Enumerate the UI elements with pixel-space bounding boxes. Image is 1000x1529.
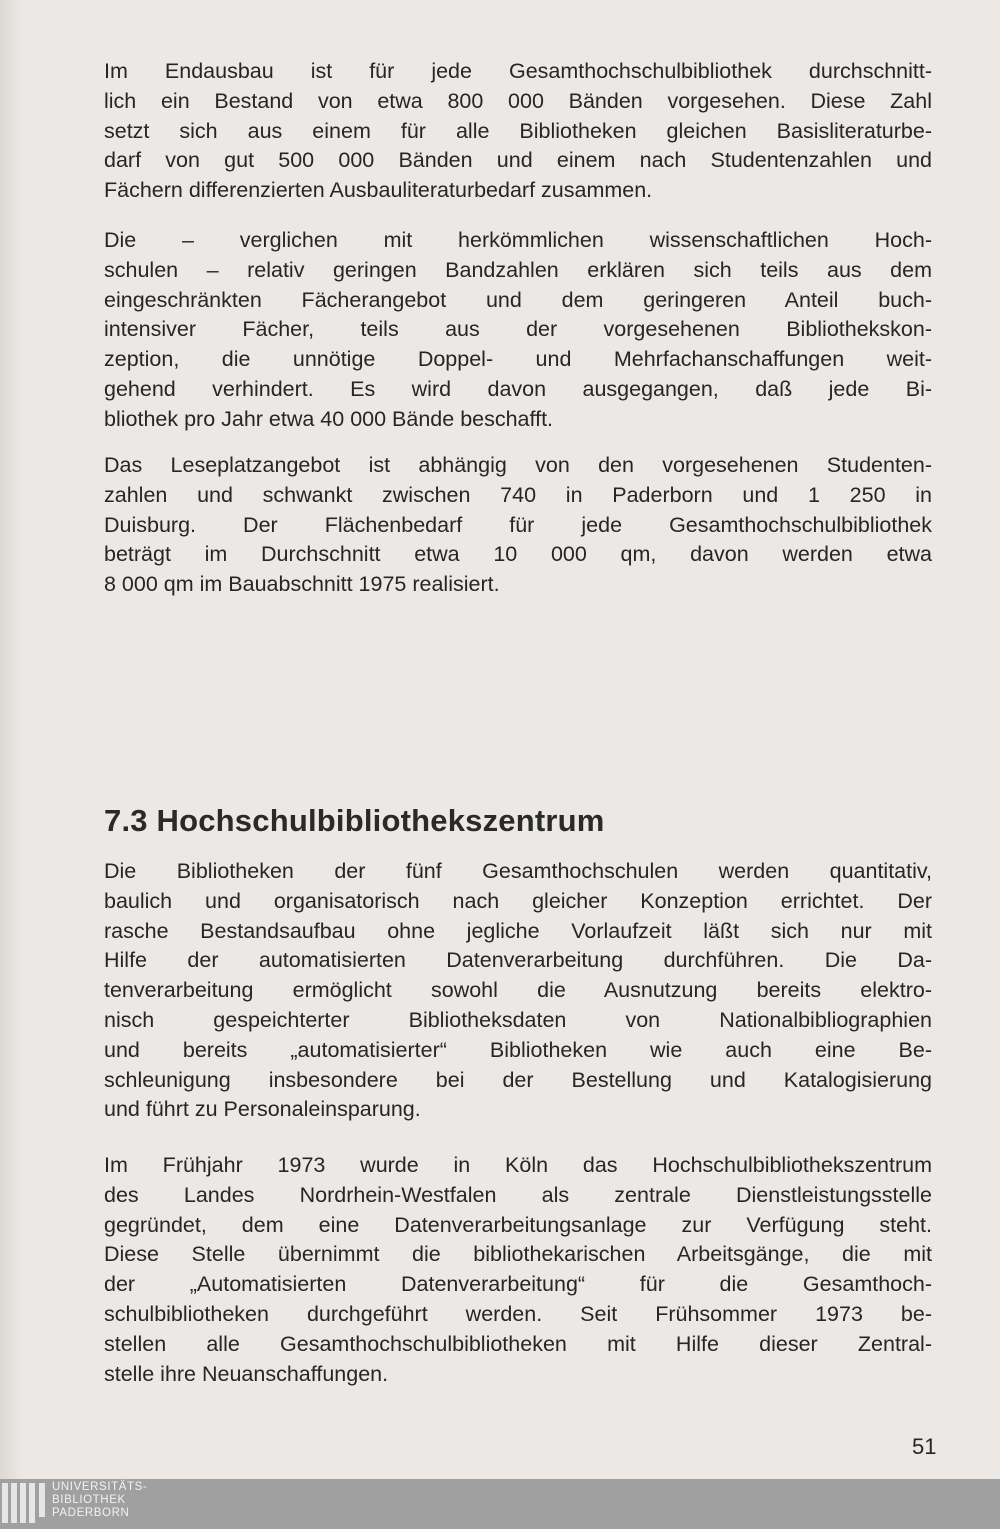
text-line: schulbibliotheken durchgeführt werden. Seit Frühsommer 1973 be- [104,1301,932,1326]
text-line: Diese Stelle übernimmt die bibliothekarischen Arbeitsgänge, die mit [104,1242,932,1267]
text-line: stellen alle Gesamthochschulbibliotheken mit Hilfe dieser Zentral- [104,1331,932,1356]
library-logo-icon [0,1483,46,1525]
text-line: und bereits „automatisierter“ Bibliotheken wie auch eine Be- [104,1037,932,1062]
text-line: lich ein Bestand von etwa 800 000 Bänden vorgesehen. Diese Zahl [104,88,932,113]
text-line: gegründet, dem eine Datenverarbeitungsanlage zur Verfügung steht. [104,1212,932,1237]
page-edge-shadow [0,0,22,1480]
text-line: Duisburg. Der Flächenbedarf für jede Gesamthochschulbibliothek [104,512,932,537]
text-line: intensiver Fächer, teils aus der vorgesehenen Bibliothekskon- [104,317,932,342]
text-line: eingeschränkten Fächerangebot und dem geringeren Anteil buch- [104,287,932,312]
paragraph-bestand [104,57,932,206]
text-line: 8 000 qm im Bauabschnitt 1975 realisiert. [104,572,500,597]
logo-line: UNIVERSITÄTS- [52,1481,148,1493]
text-line: Das Leseplatzangebot ist abhängig von den vorgesehenen Studenten- [104,453,932,477]
text-line: bliothek pro Jahr etwa 40 000 Bände beschafft. [104,406,554,431]
page-number: 51 [912,1434,937,1459]
text-line: gehend verhindert. Es wird davon ausgegangen, daß jede Bi- [104,376,932,401]
paragraph-konzeption [104,857,932,1125]
text-line: Die Bibliotheken der fünf Gesamthochschulen werden quantitativ, [104,859,932,883]
text-line: Fächern differenzierten Ausbauliteraturbedarf zusammen. [104,178,653,203]
text-line: schulen – relativ geringen Bandzahlen erklären sich teils aus dem [104,257,932,282]
text-line: Hilfe der automatisierten Datenverarbeitung durchführen. Die Da- [104,948,932,973]
text-line: zeption, die unnötige Doppel- und Mehrfachanschaffungen weit- [104,347,932,372]
text-line: Die – verglichen mit herkömmlichen wissenschaftlichen Hoch- [104,228,932,252]
section-heading: 7.3 Hochschulbibliothekszentrum [104,803,605,838]
paragraph-hochschulbibliothekszentrum [104,1151,932,1389]
text-line: baulich und organisatorisch nach gleicher Konzeption errichtet. Der [104,888,932,913]
text-line: Im Endausbau ist für jede Gesamthochschulbibliothek durchschnitt- [104,59,932,83]
text-line: und führt zu Personaleinsparung. [104,1097,421,1122]
text-line: setzt sich aus einem für alle Bibliotheken gleichen Basisliteraturbe- [104,118,932,143]
library-footer-bar [0,1479,1000,1529]
logo-line: PADERBORN [52,1507,130,1519]
text-line: der „Automatisierten Datenverarbeitung“ für die Gesamthoch- [104,1272,932,1297]
text-line: schleunigung insbesondere bei der Bestellung und Katalogisierung [104,1067,932,1092]
paragraph-bandzahlen [104,226,932,435]
text-line: tenverarbeitung ermöglicht sowohl die Ausnutzung bereits elektro- [104,978,932,1003]
paragraph-leseplatzangebot [104,451,932,600]
text-line: nisch gespeichterter Bibliotheksdaten von Nationalbibliographien [104,1007,932,1032]
text-line: stelle ihre Neuanschaffungen. [104,1361,389,1386]
logo-line: BIBLIOTHEK [52,1494,126,1506]
text-line: darf von gut 500 000 Bänden und einem nach Studentenzahlen und [104,148,932,173]
text-line: rasche Bestandsaufbau ohne jegliche Vorlaufzeit läßt sich nur mit [104,918,932,943]
text-line: zahlen und schwankt zwischen 740 in Paderborn und 1 250 in [104,482,932,507]
text-line: Im Frühjahr 1973 wurde in Köln das Hochschulbibliothekszentrum [104,1153,932,1177]
library-logo-text [52,1481,147,1520]
text-line: beträgt im Durchschnitt etwa 10 000 qm, davon werden etwa [104,542,932,567]
text-line: des Landes Nordrhein-Westfalen als zentrale Dienstleistungsstelle [104,1182,932,1207]
